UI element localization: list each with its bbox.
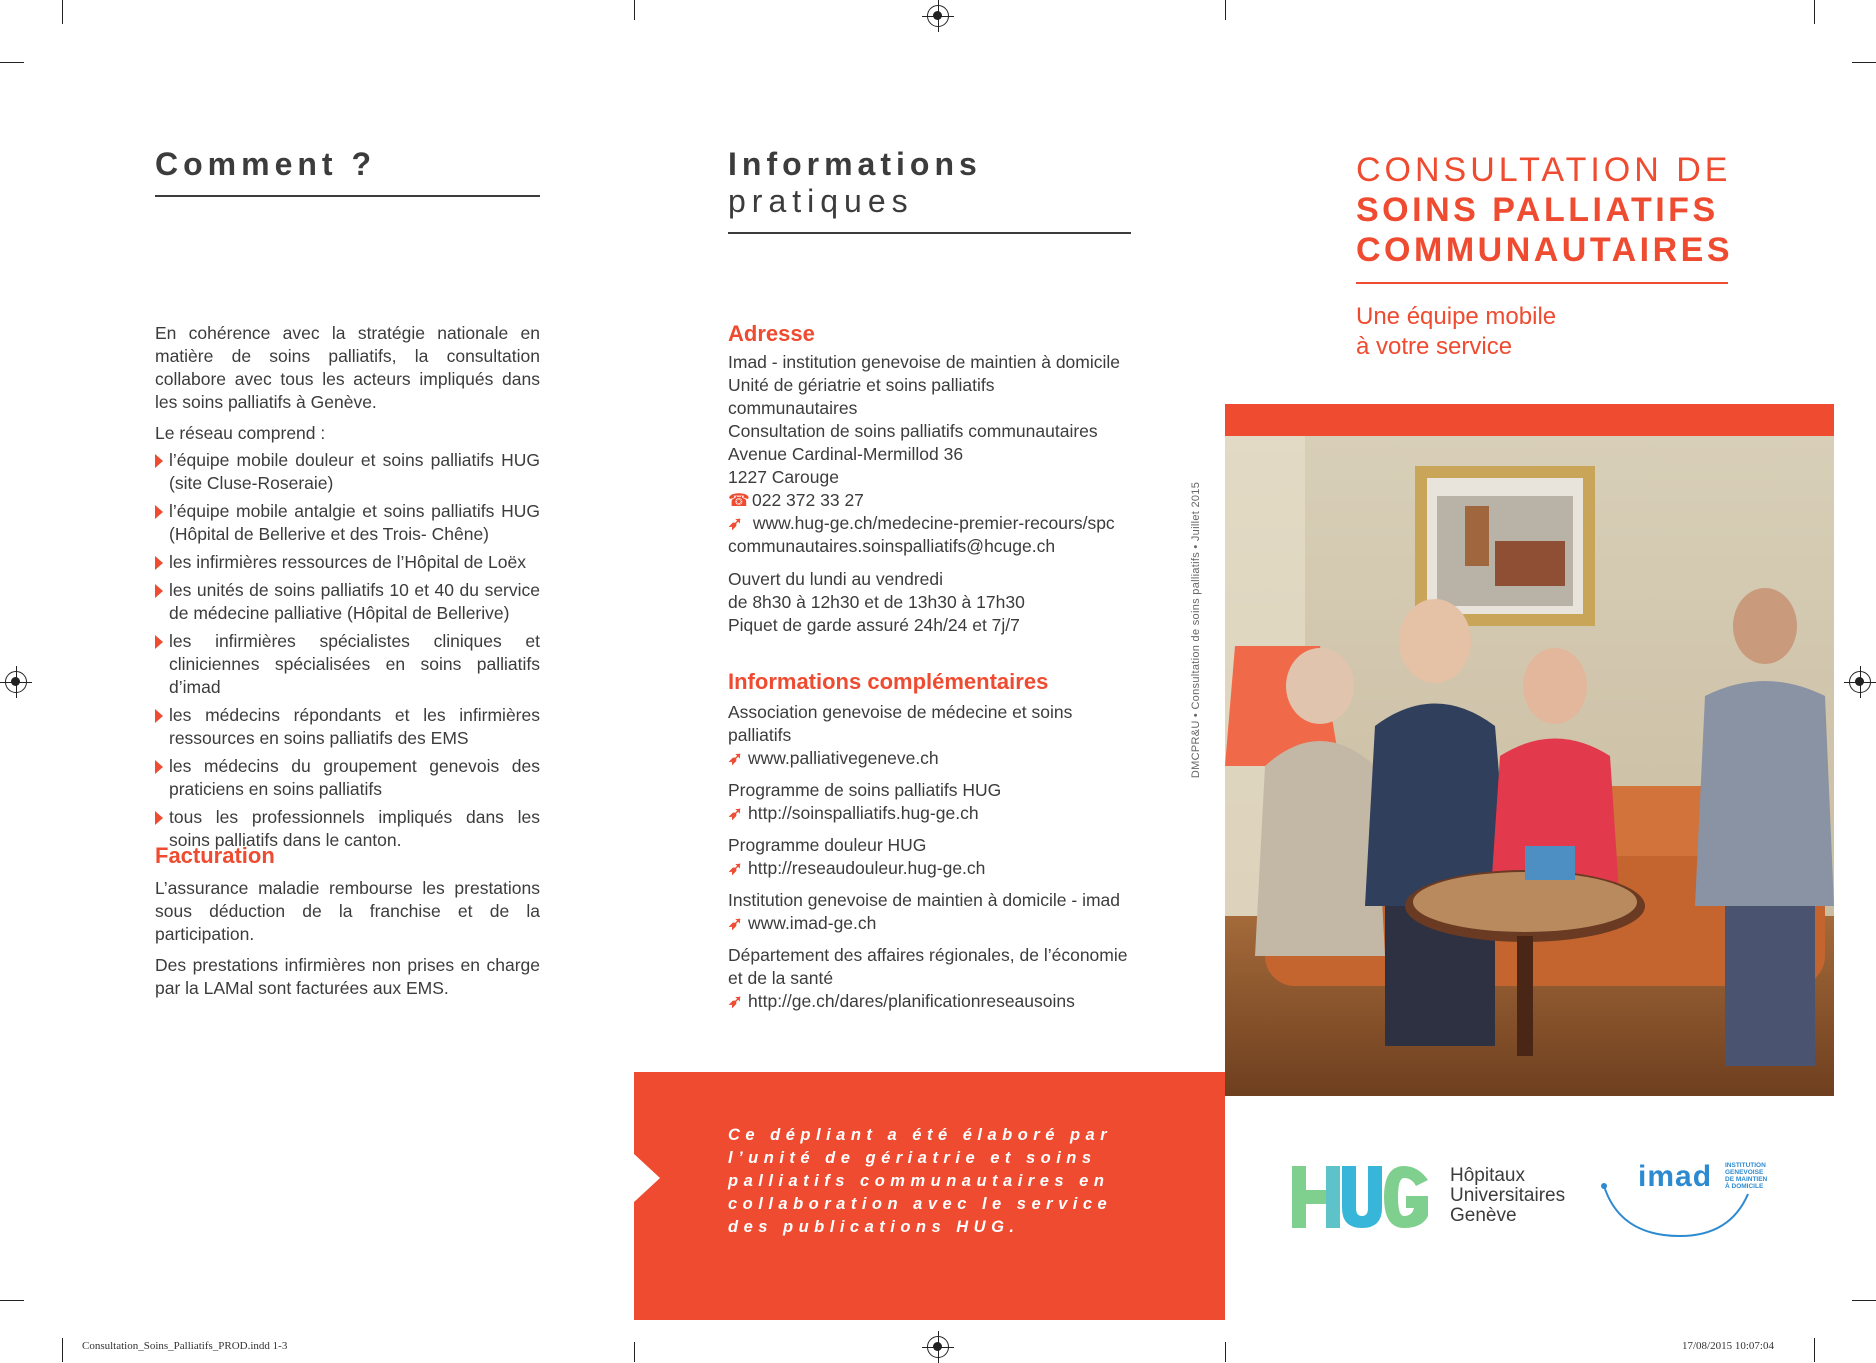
imad-subtitle-line: INSTITUTION bbox=[1725, 1162, 1766, 1169]
crop-mark bbox=[1814, 1338, 1815, 1362]
list-item bbox=[155, 551, 540, 574]
bullet-triangle-icon bbox=[155, 635, 163, 649]
address-section bbox=[728, 322, 1138, 637]
crop-mark bbox=[0, 62, 24, 63]
billing-paragraph: L’assurance maladie rembourse les prestations sous déduction de la franchise et de la participation. bbox=[155, 878, 540, 944]
info-link-block bbox=[728, 779, 1138, 825]
bullet-triangle-icon bbox=[155, 505, 163, 519]
list-item bbox=[155, 704, 540, 750]
network-label: Le réseau comprend : bbox=[155, 423, 326, 443]
registration-mark-icon bbox=[927, 5, 949, 27]
info-link-block bbox=[728, 834, 1138, 880]
info-link-url[interactable]: www.imad-ge.ch bbox=[748, 913, 877, 933]
link-arrow-icon: ➶ bbox=[728, 913, 743, 933]
info-link-label: Institution genevoise de maintien à domicile - imad bbox=[728, 890, 1121, 910]
address-line: Unité de gériatrie et soins palliatifs bbox=[728, 375, 995, 395]
footer-note-text: Ce dépliant a été élaboré par l’unité de gériatrie et soins palliatifs communautaires en collaboration avec le service des publications HUG. bbox=[728, 1126, 1113, 1236]
imad-subtitle bbox=[1725, 1162, 1767, 1190]
crop-mark bbox=[1225, 0, 1226, 20]
bullet-triangle-icon bbox=[155, 709, 163, 723]
cover-photo bbox=[1225, 436, 1834, 1096]
list-item bbox=[155, 630, 540, 699]
hug-name-line: Hôpitaux bbox=[1450, 1165, 1525, 1186]
hug-name-line: Universitaires bbox=[1450, 1185, 1566, 1206]
address-line: Avenue Cardinal-Mermillod 36 bbox=[728, 444, 964, 464]
heading-rule bbox=[728, 232, 1131, 234]
list-item bbox=[155, 500, 540, 546]
billing-heading: Facturation bbox=[155, 843, 275, 868]
list-item-text: l’équipe mobile douleur et soins palliatifs HUG (site Cluse-Roseraie) bbox=[169, 450, 540, 493]
crop-mark bbox=[62, 0, 63, 24]
info-link-url[interactable]: http://reseaudouleur.hug-ge.ch bbox=[748, 858, 986, 878]
tagline-line: à votre service bbox=[1356, 333, 1513, 360]
list-item-text: les médecins répondants et les infirmières ressources en soins palliatifs des EMS bbox=[169, 705, 540, 748]
list-item-text: tous les professionnels impliqués dans les soins palliatifs dans le canton. bbox=[169, 807, 540, 850]
imad-logo bbox=[1600, 1158, 1780, 1238]
crop-mark bbox=[1852, 62, 1876, 63]
address-heading: Adresse bbox=[728, 321, 815, 346]
address-line: Consultation de soins palliatifs communautaires bbox=[728, 421, 1098, 441]
link-arrow-icon: ➶ bbox=[728, 803, 743, 823]
registration-mark-icon bbox=[5, 671, 27, 693]
website-line bbox=[728, 512, 1138, 535]
title-line: COMMUNAUTAIRES bbox=[1356, 231, 1734, 269]
address-line: Imad - institution genevoise de maintien à domicile bbox=[728, 352, 1121, 372]
info-link-block bbox=[728, 701, 1138, 770]
list-item-text: les infirmières ressources de l’Hôpital de Loëx bbox=[169, 552, 526, 572]
billing-section bbox=[155, 843, 540, 1008]
list-item-text: les infirmières spécialistes cliniques et cliniciennes spécialisées en soins palliatifs d’imad bbox=[169, 631, 540, 697]
list-item-text: l’équipe mobile antalgie et soins palliatifs HUG (Hôpital de Bellerive et des Trois- Chêne) bbox=[169, 501, 540, 544]
cover-photo-illustration bbox=[1225, 436, 1834, 1096]
panel-notch bbox=[634, 1154, 660, 1202]
crop-mark bbox=[0, 1300, 24, 1301]
crop-mark bbox=[634, 1342, 635, 1362]
middle-heading bbox=[728, 146, 1128, 220]
bullet-triangle-icon bbox=[155, 584, 163, 598]
phone-number[interactable]: 022 372 33 27 bbox=[752, 490, 864, 510]
hours-line: de 8h30 à 12h30 et de 13h30 à 17h30 bbox=[728, 592, 1025, 612]
hug-name-line: Genève bbox=[1450, 1205, 1517, 1226]
bullet-triangle-icon bbox=[155, 760, 163, 774]
comment-heading: Comment ? bbox=[155, 146, 376, 182]
crop-mark bbox=[1814, 0, 1815, 24]
hours-line: Ouvert du lundi au vendredi bbox=[728, 569, 943, 589]
hug-name bbox=[1450, 1166, 1565, 1226]
list-item bbox=[155, 755, 540, 801]
phone-icon: ☎ bbox=[728, 490, 750, 510]
cover-title bbox=[1356, 150, 1756, 270]
link-arrow-icon: ➶ bbox=[728, 513, 743, 533]
registration-mark-icon bbox=[1849, 671, 1871, 693]
hours-line: Piquet de garde assuré 24h/24 et 7j/7 bbox=[728, 615, 1020, 635]
info-link-url[interactable]: http://ge.ch/dares/planificationreseausoins bbox=[748, 991, 1075, 1011]
crop-mark bbox=[62, 1338, 63, 1362]
crop-mark bbox=[1852, 1300, 1876, 1301]
list-item bbox=[155, 449, 540, 495]
info-link-label: Programme de soins palliatifs HUG bbox=[728, 780, 1002, 800]
crop-mark bbox=[1225, 1342, 1226, 1362]
slug-timestamp: 17/08/2015 10:07:04 bbox=[1682, 1340, 1774, 1352]
more-info-section bbox=[728, 670, 1138, 1022]
vertical-credit: DMCPR&U • Consultation de soins palliatifs • Juillet 2015 bbox=[1190, 481, 1202, 779]
list-item-text: les médecins du groupement genevois des praticiens en soins palliatifs bbox=[169, 756, 540, 799]
hug-logo bbox=[1292, 1162, 1432, 1232]
phone-line bbox=[728, 489, 1138, 512]
link-arrow-icon: ➶ bbox=[728, 748, 743, 768]
info-link-label: Département des affaires régionales, de l’économie et de la santé bbox=[728, 945, 1128, 988]
intro-paragraph: En cohérence avec la stratégie nationale en matière de soins palliatifs, la consultation collabore avec tous les acteurs impliqués dans les soins palliatifs à Genève. bbox=[155, 323, 540, 412]
info-link-block bbox=[728, 944, 1138, 1013]
hug-logo-icon bbox=[1292, 1162, 1432, 1232]
bullet-triangle-icon bbox=[155, 454, 163, 468]
imad-wordmark: imad bbox=[1638, 1160, 1713, 1193]
address-line: 1227 Carouge bbox=[728, 467, 839, 487]
tagline-line: Une équipe mobile bbox=[1356, 303, 1557, 330]
info-heading: Informations bbox=[728, 146, 982, 182]
left-body bbox=[155, 322, 540, 857]
left-panel bbox=[155, 146, 540, 183]
info-link-block bbox=[728, 889, 1138, 935]
tagline bbox=[1356, 302, 1556, 362]
imad-subtitle-line: GENEVOISE bbox=[1725, 1169, 1764, 1176]
photo-red-band bbox=[1225, 404, 1834, 436]
billing-paragraph: Des prestations infirmières non prises en charge par la LAMal sont facturées aux EMS. bbox=[155, 955, 540, 998]
bullet-triangle-icon bbox=[155, 811, 163, 825]
footer-note-panel bbox=[634, 1072, 1225, 1320]
info-link-url[interactable]: http://soinspalliatifs.hug-ge.ch bbox=[748, 803, 979, 823]
title-line: CONSULTATION DE bbox=[1356, 151, 1732, 189]
heading-rule bbox=[155, 195, 540, 197]
info-link-label: Association genevoise de médecine et soins palliatifs bbox=[728, 702, 1073, 745]
website-link[interactable]: www.hug-ge.ch/medecine-premier-recours/spc bbox=[752, 513, 1115, 533]
more-info-heading: Informations complémentaires bbox=[728, 669, 1049, 694]
bullet-triangle-icon bbox=[155, 556, 163, 570]
info-subheading: pratiques bbox=[728, 183, 914, 219]
title-line: SOINS PALLIATIFS bbox=[1356, 191, 1719, 229]
imad-subtitle-line: À DOMICILE bbox=[1725, 1183, 1764, 1190]
imad-subtitle-line: DE MAINTIEN bbox=[1725, 1176, 1768, 1183]
title-rule bbox=[1356, 282, 1728, 284]
link-arrow-icon: ➶ bbox=[728, 858, 743, 878]
registration-mark-icon bbox=[927, 1336, 949, 1358]
list-item-text: les unités de soins palliatifs 10 et 40 du service de médecine palliative (Hôpital de Bellerive) bbox=[169, 580, 540, 623]
network-list bbox=[155, 449, 540, 852]
address-line: communautaires bbox=[728, 398, 858, 418]
email-link[interactable]: communautaires.soinspalliatifs@hcuge.ch bbox=[728, 536, 1056, 556]
slug-filename: Consultation_Soins_Palliatifs_PROD.indd 1-3 bbox=[82, 1340, 288, 1352]
list-item bbox=[155, 579, 540, 625]
info-link-label: Programme douleur HUG bbox=[728, 835, 927, 855]
link-arrow-icon: ➶ bbox=[728, 991, 743, 1011]
crop-mark bbox=[634, 0, 635, 20]
info-link-url[interactable]: www.palliativegeneve.ch bbox=[748, 748, 939, 768]
